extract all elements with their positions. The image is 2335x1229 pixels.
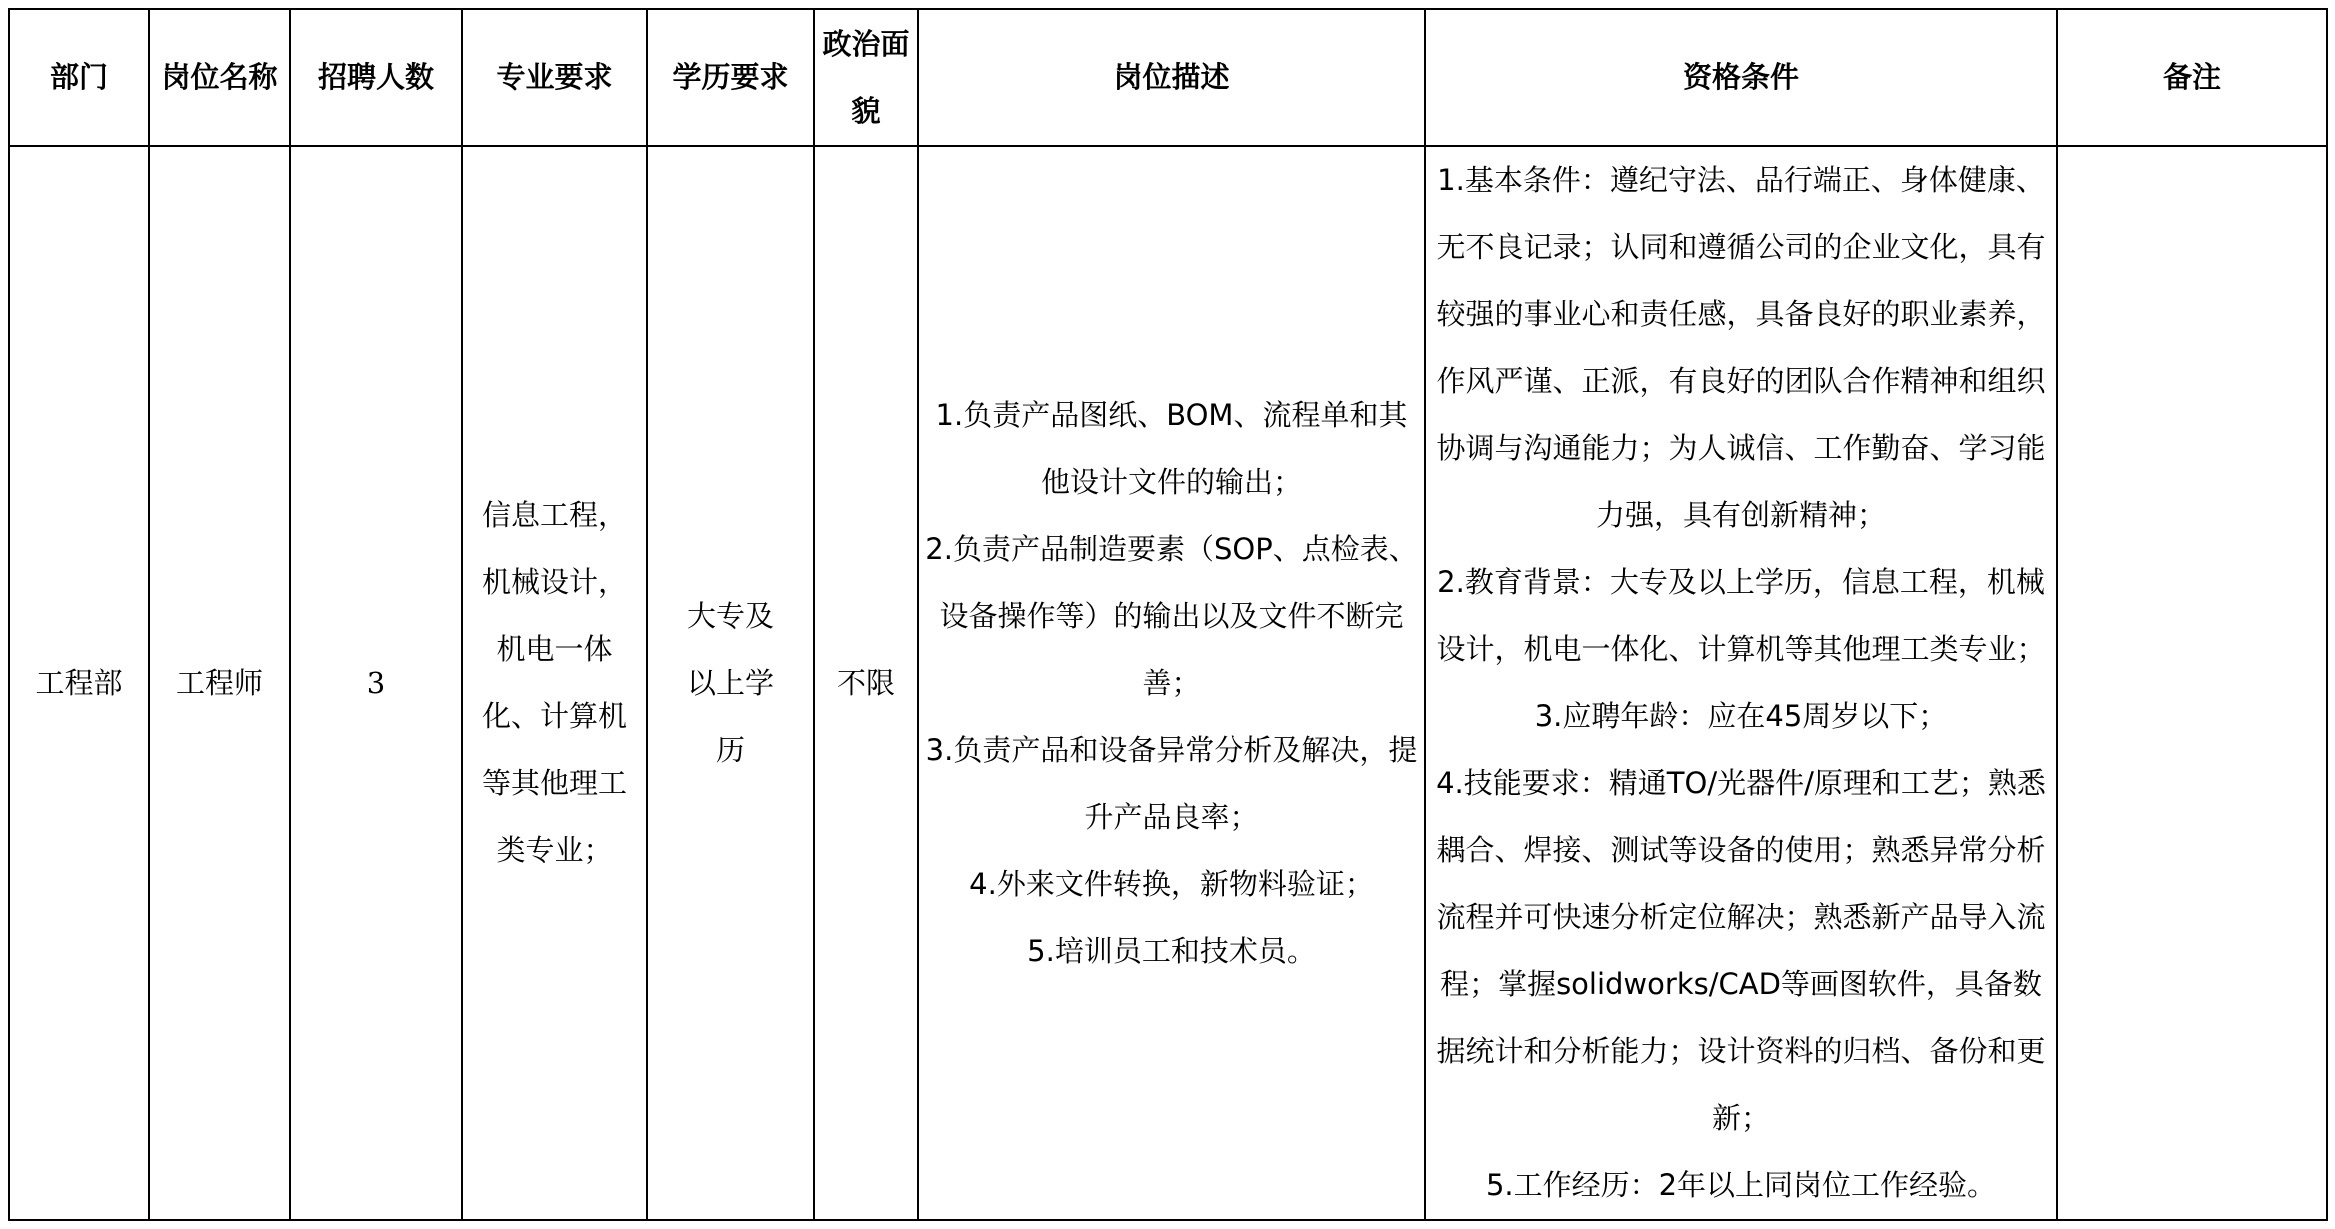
- header-dept: 部门: [9, 9, 149, 146]
- header-education: 学历要求: [647, 9, 814, 146]
- header-description: 岗位描述: [918, 9, 1425, 146]
- description-item: 3.负责产品和设备异常分析及解决，提升产品良率；: [925, 732, 1418, 834]
- cell-qualification: [1425, 146, 2057, 1220]
- description-item: 1.负责产品图纸、BOM、流程单和其他设计文件的输出；: [935, 397, 1408, 499]
- cell-major: 信息工程，机械设计，机电一体化、计算机等其他理工类专业；: [462, 146, 647, 1220]
- header-qualification: 资格条件: [1425, 9, 2057, 146]
- description-item: 2.负责产品制造要素（SOP、点检表、设备操作等）的输出以及文件不断完善；: [925, 531, 1418, 700]
- qualification-item: 5.工作经历：2年以上同岗位工作经验。: [1485, 1168, 1997, 1202]
- header-remarks: 备注: [2057, 9, 2327, 146]
- qualification-item: 3.应聘年龄：应在45周岁以下；: [1534, 699, 1948, 733]
- cell-remarks: [2057, 146, 2327, 1220]
- qualification-item: 2.教育背景：大专及以上学历，信息工程，机械设计，机电一体化、计算机等其他理工类专业；: [1436, 565, 2046, 666]
- cell-dept: 工程部: [9, 146, 149, 1220]
- cell-education: 大专及以上学历: [647, 146, 814, 1220]
- table-row: [9, 146, 2327, 1220]
- qualification-item: 4.技能要求：精通TO/光器件/原理和工艺；熟悉耦合、焊接、测试等设备的使用；熟悉异常分析流程并可快速分析定位解决；熟悉新产品导入流程；掌握solidworks/CAD等画图软件，具备数据统计和分析能力；设计资料的归档、备份和更新；: [1436, 766, 2046, 1135]
- cell-description: [918, 146, 1425, 1220]
- header-major: 专业要求: [462, 9, 647, 146]
- description-item: 4.外来文件转换，新物料验证；: [969, 866, 1374, 901]
- header-count: 招聘人数: [290, 9, 462, 146]
- header-political: 政治面貌: [814, 9, 918, 146]
- header-position: 岗位名称: [149, 9, 290, 146]
- cell-count: 3: [290, 146, 462, 1220]
- cell-political: 不限: [814, 146, 918, 1220]
- cell-position: 工程师: [149, 146, 290, 1220]
- description-item: 5.培训员工和技术员。: [1027, 933, 1316, 968]
- qualification-item: 1.基本条件：遵纪守法、品行端正、身体健康、无不良记录；认同和遵循公司的企业文化，具有较强的事业心和责任感，具备良好的职业素养，作风严谨、正派，有良好的团队合作精神和组织协调与沟通能力；为人诚信、工作勤奋、学习能力强，具有创新精神；: [1436, 163, 2046, 532]
- header-row: [9, 9, 2327, 146]
- recruitment-table: [8, 8, 2328, 1221]
